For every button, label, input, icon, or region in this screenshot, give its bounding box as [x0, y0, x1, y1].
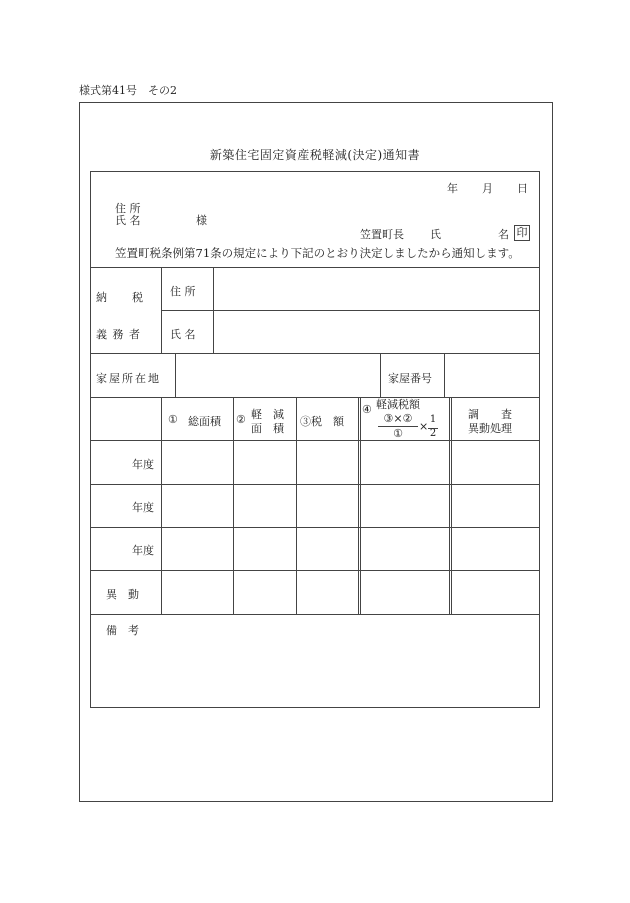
- vline-col2: [233, 397, 234, 614]
- date-day: 日: [517, 182, 528, 195]
- notice-statement: 笠置町税条例第71条の規定により下記のとおり決定しましたから通知します。: [115, 246, 520, 260]
- vline-taxpayer-inner: [213, 267, 214, 353]
- vline-number-right: [444, 353, 445, 397]
- vline-number-left: [380, 353, 381, 397]
- col4-half-den: 2: [429, 428, 437, 439]
- sender-title: 笠置町長: [360, 228, 404, 241]
- vline-col3: [296, 397, 297, 614]
- date-month: 月: [482, 182, 493, 195]
- col5-label-2: 異動処理: [468, 422, 512, 435]
- line-change-bottom: [90, 614, 540, 615]
- vline-taxpayer: [161, 267, 162, 353]
- line-house-bottom: [90, 397, 540, 398]
- remarks-label: 備 考: [106, 624, 139, 637]
- col4-denominator: ①: [393, 427, 403, 440]
- row-year-2: 年度: [132, 501, 154, 514]
- taxpayer-label-1: 納 税: [96, 291, 144, 304]
- col4-title: 軽減税額: [376, 398, 420, 411]
- row-year-3: 年度: [132, 544, 154, 557]
- col2-num: ②: [236, 413, 246, 426]
- taxpayer-address-label: 住 所: [170, 285, 196, 298]
- col1-label: 総面積: [188, 415, 221, 428]
- col4-times: ×: [419, 420, 429, 433]
- vline-col1: [161, 397, 162, 614]
- line-colhead-bottom: [90, 440, 540, 441]
- row-change: 異 動: [106, 588, 139, 601]
- line-row2-bottom: [90, 527, 540, 528]
- house-number-label: 家屋番号: [388, 372, 432, 385]
- recipient-name-label: 氏 名: [115, 214, 141, 227]
- taxpayer-name-label: 氏 名: [170, 328, 196, 341]
- line-taxpayer-bottom: [90, 353, 540, 354]
- vline-col4b: [360, 397, 361, 614]
- col4-num: ④: [362, 403, 372, 416]
- form-number: 様式第41号 その2: [79, 84, 177, 97]
- date-year: 年: [447, 182, 458, 195]
- line-row1-bottom: [90, 484, 540, 485]
- seal-mark: 印: [514, 225, 530, 241]
- vline-col4a: [358, 397, 359, 614]
- col5-label-1: 調 査: [468, 408, 512, 421]
- line-row3-bottom: [90, 570, 540, 571]
- recipient-address-label: 住 所: [115, 202, 141, 215]
- vline-location: [175, 353, 176, 397]
- row-year-1: 年度: [132, 458, 154, 471]
- col2-label-1: 軽 減: [251, 408, 284, 421]
- taxpayer-label-2: 義 務 者: [96, 328, 141, 341]
- vline-col5b: [451, 397, 452, 614]
- document-title: 新築住宅固定資産税軽減(決定)通知書: [209, 148, 421, 162]
- col3-label: ③税 額: [300, 415, 344, 428]
- col4-half-num: 1: [429, 414, 437, 425]
- col1-num: ①: [168, 413, 178, 426]
- honorific: 様: [196, 214, 207, 227]
- vline-col5a: [449, 397, 450, 614]
- line-header-bottom: [90, 267, 540, 268]
- house-location-label: 家屋所在地: [96, 372, 161, 385]
- sender-na: 名: [498, 228, 509, 241]
- col2-label-2: 面 積: [251, 422, 284, 435]
- line-taxpayer-mid: [161, 310, 540, 311]
- col4-numerator: ③×②: [383, 412, 413, 425]
- sender-uji: 氏: [430, 228, 441, 241]
